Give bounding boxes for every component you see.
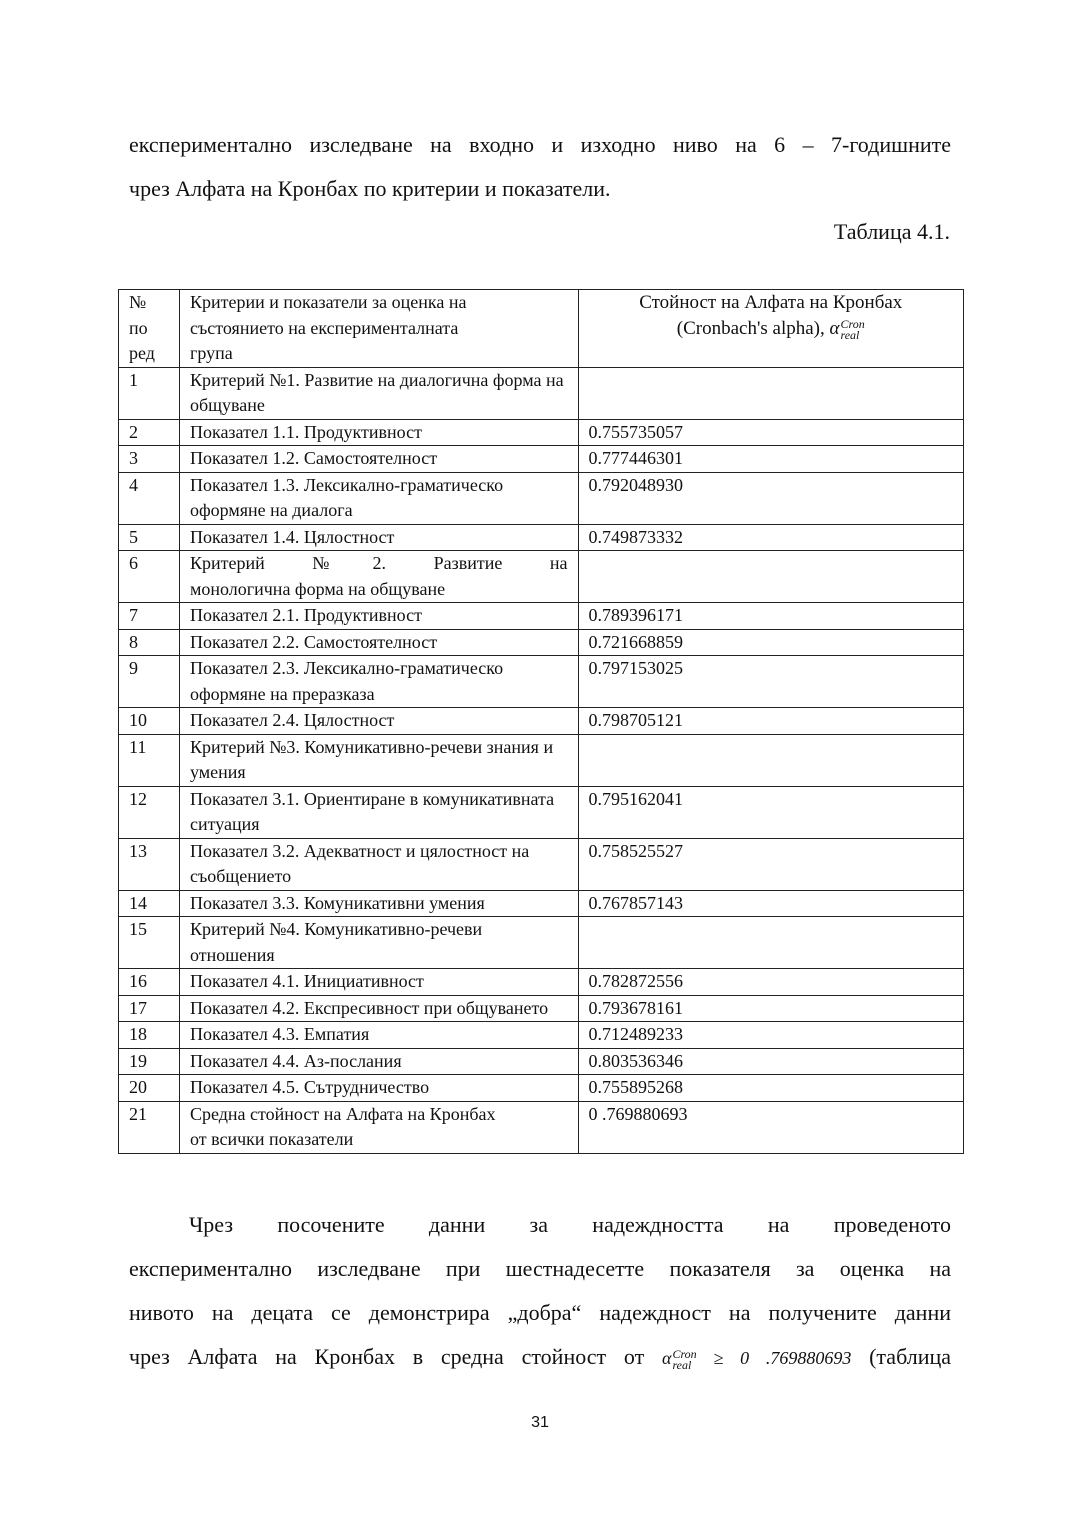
- table-row: 20 Показател 4.5. Сътрудничество 0.755895268: [119, 1075, 964, 1102]
- table-row: 5 Показател 1.4. Цялостност 0.749873332: [119, 524, 964, 551]
- cronbach-alpha-table: [118, 289, 964, 1154]
- table-row: 3 Показател 1.2. Самостоятелност 0.777446301: [119, 446, 964, 473]
- table-row: 9 Показател 2.3. Лексикално-граматическо оформяне на преразказа 0.797153025: [119, 656, 964, 708]
- intro-line-1: експериментално изследване на входно и изходно ниво на 6 – 7-годишните: [129, 132, 951, 157]
- alpha-formula: α Cron real ≥ 0 .769880693: [661, 1346, 852, 1372]
- table-row: 8 Показател 2.2. Самостоятелност 0.721668859: [119, 629, 964, 656]
- criterion-2-label: Критерий №2. Развитие на монологична форма на общуване: [179, 551, 578, 603]
- header-value-cell: Стойност на Алфата на Кронбах (Cronbach's alpha), α Cron real: [578, 290, 963, 368]
- table-row: 16 Показател 4.1. Инициативност 0.782872556: [119, 969, 964, 996]
- table-header-row: [119, 290, 964, 368]
- conclusion-line-2: експериментално изследване при шестнадесетте показателя за оценка на: [129, 1256, 951, 1281]
- table-row: 14 Показател 3.3. Комуникативни умения 0.767857143: [119, 890, 964, 917]
- table-row: 11 Критерий №3. Комуникативно-речеви знания и умения: [119, 734, 964, 786]
- table-row: 18 Показател 4.3. Емпатия 0.712489233: [119, 1022, 964, 1049]
- conclusion-line-1: Чрез посочените данни за надеждността на проведеното: [189, 1212, 951, 1237]
- table-caption: Таблица 4.1.: [833, 219, 950, 244]
- table-row-total: 21 Средна стойност на Алфата на Кронбах от всички показатели 0 .769880693: [119, 1101, 964, 1153]
- conclusion-line-3: нивото на децата се демонстрира „добра“ надеждност на получените данни: [129, 1300, 951, 1325]
- table-row: 12 Показател 3.1. Ориентиране в комуникативната ситуация 0.795162041: [119, 786, 964, 838]
- alpha-indices: Cron real: [840, 316, 865, 342]
- table-row: 6 Критерий №2. Развитие на монологична форма на общуване: [119, 551, 964, 603]
- table-row: 10 Показател 2.4. Цялостност 0.798705121: [119, 708, 964, 735]
- table-row: 2 Показател 1.1. Продуктивност 0.755735057: [119, 419, 964, 446]
- header-number-cell: № по ред: [119, 290, 180, 368]
- table-row: 19 Показател 4.4. Аз-послания 0.803536346: [119, 1048, 964, 1075]
- table-row: 4 Показател 1.3. Лексикално-граматическо оформяне на диалога 0.792048930: [119, 472, 964, 524]
- conclusion-paragraph: [129, 1203, 951, 1380]
- intro-line-2: чрез Алфата на Кронбах по критерии и показатели.: [129, 176, 611, 201]
- conclusion-line-4: чрез Алфата на Кронбах в средна стойност от α Cron real ≥ 0 .769880693 (таблица: [129, 1344, 952, 1372]
- table-row: 17 Показател 4.2. Експресивност при общуването 0.793678161: [119, 995, 964, 1022]
- table-row: 13 Показател 3.2. Адекватност и цялостност на съобщението 0.758525527: [119, 838, 964, 890]
- average-label: Средна стойност на Алфата на Кронбах от всички показатели: [179, 1101, 578, 1153]
- alpha-symbol: α: [829, 318, 840, 339]
- average-value: 0 .769880693: [578, 1101, 963, 1153]
- table-row: 7 Показател 2.1. Продуктивност 0.789396171: [119, 603, 964, 630]
- table-row: 1 Критерий №1. Развитие на диалогична форма на общуване: [119, 367, 964, 419]
- header-criteria-cell: Критерии и показатели за оценка на състоянието на експерименталната група: [179, 290, 578, 368]
- page-number: 31: [531, 1414, 549, 1431]
- intro-paragraph: [129, 123, 951, 211]
- table-row: 15 Критерий №4. Комуникативно-речеви отношения: [119, 917, 964, 969]
